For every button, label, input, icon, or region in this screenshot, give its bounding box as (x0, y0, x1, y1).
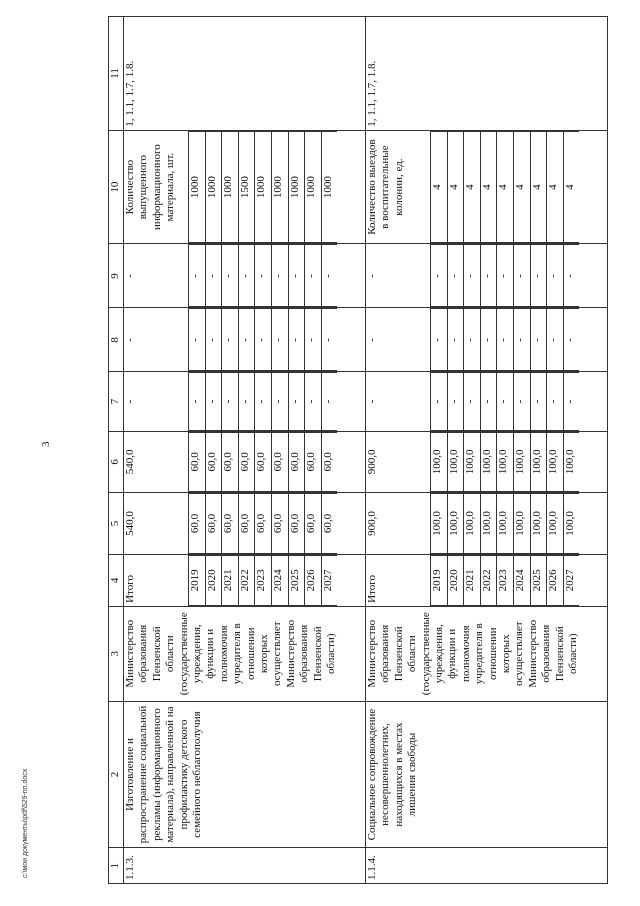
indicator-cell: 1000 (189, 131, 206, 243)
total-value: - (366, 274, 378, 278)
value-cell: 100,0 (480, 432, 497, 492)
year-cell: 2027 (321, 555, 337, 605)
value-cell: - (271, 245, 288, 307)
table-row (124, 17, 366, 884)
value-cell: - (513, 245, 530, 307)
value-cell: - (222, 245, 239, 307)
program-code: 1, 1.1, 1.7, 1.8. (366, 17, 608, 131)
program-code: 1, 1.1, 1.7, 1.8. (124, 17, 366, 131)
value-cell: - (464, 309, 481, 371)
executor: Министерство образования Пензенской области (государственные учреждения, функции и полномочия учредителя в отношении которых осуществляет Министерство образования Пензенской области) (124, 606, 366, 701)
value-cell: - (255, 373, 272, 430)
value-cell: - (255, 245, 272, 307)
value-cell: - (431, 245, 448, 307)
value-cell: 60,0 (205, 432, 222, 492)
value-cell: 100,0 (563, 432, 579, 492)
value-cell: - (513, 309, 530, 371)
years-column (124, 431, 366, 493)
value-cell: - (238, 373, 255, 430)
year-cell: 2024 (271, 555, 288, 605)
indicator-cell: 1000 (255, 131, 272, 243)
value-cell: - (189, 373, 206, 430)
total-value: 540,0 (124, 511, 136, 536)
indicator-cell: 4 (464, 131, 481, 243)
indicator-cell: 1000 (205, 131, 222, 243)
value-cell: - (321, 245, 337, 307)
year-cell: 2019 (189, 555, 206, 605)
years-column (124, 554, 366, 606)
year-cell: 2023 (497, 555, 514, 605)
indicator-cell: 1000 (321, 131, 337, 243)
total-value: 900,0 (366, 511, 378, 536)
col-header: 11 (109, 17, 124, 131)
indicator-cell: 4 (431, 131, 448, 243)
value-cell: - (447, 373, 464, 430)
indicator-cell: 4 (480, 131, 497, 243)
value-cell: - (321, 373, 337, 430)
value-cell: 100,0 (480, 494, 497, 554)
value-cell: - (563, 309, 579, 371)
value-cell: - (447, 245, 464, 307)
value-cell: - (547, 309, 564, 371)
value-cell: 100,0 (530, 494, 547, 554)
col-header: 10 (109, 130, 124, 244)
value-cell: - (205, 245, 222, 307)
year-cell: 2022 (238, 555, 255, 605)
col-header: 4 (109, 554, 124, 606)
executor: Министерство образования Пензенской области (государственные учреждения, функции и полномочия учредителя в отношении которых осуществляет Министерство образования Пензенской области) (366, 606, 608, 701)
indicator-cell: 1000 (305, 131, 322, 243)
rotated-table-wrapper (108, 16, 608, 884)
value-cell: - (547, 373, 564, 430)
total-value: - (124, 399, 136, 404)
years-column (124, 493, 366, 555)
value-cell: - (431, 309, 448, 371)
value-cell: - (222, 373, 239, 430)
value-cell: 60,0 (321, 494, 337, 554)
indicator-label: Количество выездов в воспитательные колонии, ед. (366, 139, 405, 235)
value-cell: - (222, 309, 239, 371)
total-value: 540,0 (124, 449, 136, 475)
value-cell: - (497, 373, 514, 430)
years-column (124, 244, 366, 308)
value-cell: 60,0 (238, 494, 255, 554)
years-column (366, 431, 608, 493)
value-cell: - (305, 373, 322, 430)
row-number: 1.1.3. (124, 848, 366, 884)
value-cell: - (431, 373, 448, 430)
years-column (366, 244, 608, 308)
value-cell: 60,0 (305, 432, 322, 492)
value-cell: - (447, 309, 464, 371)
value-cell: 100,0 (447, 432, 464, 492)
indicator-cell: 1000 (271, 131, 288, 243)
activity-name: Изготовление и распространение социальной рекламы (информационного материала), направленной на профилактику детского семейного неблагополучия (124, 701, 366, 848)
col-header: 8 (109, 308, 124, 372)
value-cell: - (305, 245, 322, 307)
years-column (124, 308, 366, 372)
total-value: 900,0 (366, 449, 378, 475)
value-cell: - (530, 373, 547, 430)
total-value: - (366, 399, 378, 404)
value-cell: 60,0 (255, 432, 272, 492)
value-cell: 100,0 (497, 494, 514, 554)
indicator-cell: 1000 (222, 131, 239, 243)
value-cell: 60,0 (305, 494, 322, 554)
years-column (124, 372, 366, 431)
year-cell: 2025 (288, 555, 305, 605)
indicator-column (124, 130, 366, 244)
col-header: 6 (109, 431, 124, 493)
indicator-cell: 1500 (238, 131, 255, 243)
value-cell: - (205, 309, 222, 371)
total-value: Итого (366, 575, 378, 603)
column-number-row (109, 17, 124, 884)
total-value: Итого (124, 575, 136, 603)
value-cell: 60,0 (189, 494, 206, 554)
indicator-cell: 4 (447, 131, 464, 243)
year-cell: 2019 (431, 555, 448, 605)
value-cell: - (513, 373, 530, 430)
year-cell: 2021 (464, 555, 481, 605)
year-cell: 2021 (222, 555, 239, 605)
row-number: 1.1.4. (366, 848, 608, 884)
value-cell: 100,0 (563, 494, 579, 554)
value-cell: 60,0 (205, 494, 222, 554)
year-cell: 2025 (530, 555, 547, 605)
value-cell: - (321, 309, 337, 371)
year-cell: 2027 (563, 555, 579, 605)
file-path-footer: с:\мои документы\pdf\529-пп.docx (22, 768, 29, 878)
value-cell: - (547, 245, 564, 307)
col-header: 1 (109, 848, 124, 884)
value-cell: - (238, 245, 255, 307)
value-cell: - (205, 373, 222, 430)
value-cell: - (189, 245, 206, 307)
col-header: 9 (109, 244, 124, 308)
indicator-label: Количество выпущенного информационного материала, шт. (124, 144, 177, 231)
total-value: - (124, 274, 136, 278)
year-cell: 2020 (447, 555, 464, 605)
indicator-cell: 4 (513, 131, 530, 243)
years-column (366, 308, 608, 372)
value-cell: - (497, 309, 514, 371)
value-cell: - (271, 309, 288, 371)
years-column (366, 554, 608, 606)
value-cell: 60,0 (222, 432, 239, 492)
value-cell: 60,0 (189, 432, 206, 492)
year-cell: 2023 (255, 555, 272, 605)
indicator-cell: 4 (547, 131, 564, 243)
value-cell: 100,0 (431, 494, 448, 554)
value-cell: - (563, 245, 579, 307)
value-cell: - (480, 245, 497, 307)
years-column (366, 493, 608, 555)
col-header: 7 (109, 372, 124, 431)
value-cell: 60,0 (288, 432, 305, 492)
indicator-cell: 4 (563, 131, 579, 243)
value-cell: - (563, 373, 579, 430)
value-cell: - (271, 373, 288, 430)
value-cell: - (305, 309, 322, 371)
year-cell: 2026 (305, 555, 322, 605)
indicator-cell: 4 (497, 131, 514, 243)
value-cell: 60,0 (271, 432, 288, 492)
value-cell: - (464, 373, 481, 430)
years-column (366, 372, 608, 431)
page-number: 3 (40, 441, 52, 447)
indicator-column (366, 130, 608, 244)
year-cell: 2026 (547, 555, 564, 605)
value-cell: - (288, 373, 305, 430)
year-cell: 2024 (513, 555, 530, 605)
value-cell: 100,0 (464, 432, 481, 492)
value-cell: 60,0 (238, 432, 255, 492)
value-cell: 100,0 (530, 432, 547, 492)
col-header: 5 (109, 493, 124, 555)
value-cell: - (464, 245, 481, 307)
value-cell: 60,0 (321, 432, 337, 492)
value-cell: - (288, 309, 305, 371)
value-cell: - (255, 309, 272, 371)
value-cell: - (238, 309, 255, 371)
indicator-cell: 4 (530, 131, 547, 243)
value-cell: 100,0 (431, 432, 448, 492)
value-cell: - (288, 245, 305, 307)
value-cell: - (530, 309, 547, 371)
value-cell: 100,0 (547, 432, 564, 492)
total-value: - (366, 338, 378, 342)
value-cell: 60,0 (255, 494, 272, 554)
value-cell: 100,0 (547, 494, 564, 554)
year-cell: 2022 (480, 555, 497, 605)
value-cell: 60,0 (222, 494, 239, 554)
col-header: 2 (109, 701, 124, 848)
program-table (108, 16, 608, 884)
total-value: - (124, 338, 136, 342)
value-cell: 60,0 (271, 494, 288, 554)
activity-name: Социальное сопровождение несовершеннолетних, находящихся в местах лишения свободы (366, 701, 608, 848)
value-cell: - (189, 309, 206, 371)
value-cell: - (480, 309, 497, 371)
value-cell: - (497, 245, 514, 307)
value-cell: 100,0 (464, 494, 481, 554)
table-row (366, 17, 608, 884)
value-cell: 100,0 (447, 494, 464, 554)
indicator-cell: 1000 (288, 131, 305, 243)
value-cell: 100,0 (513, 494, 530, 554)
value-cell: 100,0 (513, 432, 530, 492)
value-cell: - (530, 245, 547, 307)
col-header: 3 (109, 606, 124, 701)
value-cell: - (480, 373, 497, 430)
year-cell: 2020 (205, 555, 222, 605)
value-cell: 100,0 (497, 432, 514, 492)
value-cell: 60,0 (288, 494, 305, 554)
